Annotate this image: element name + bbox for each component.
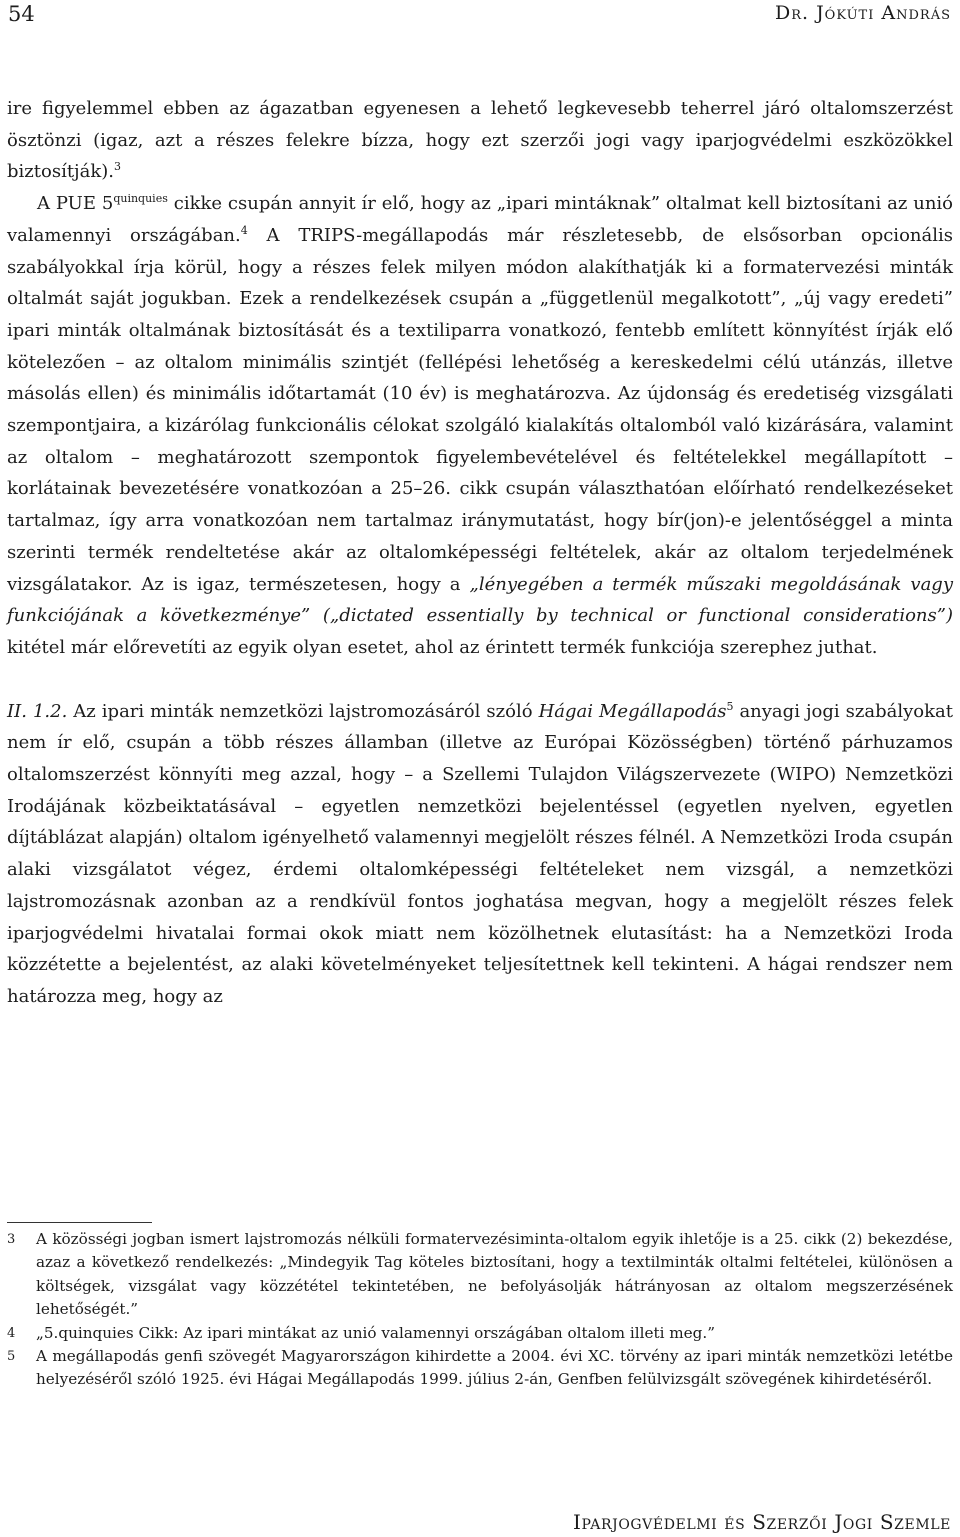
- running-foot-journal: Iparjogvédelmi és Szerzői Jogi Szemle: [573, 1510, 951, 1534]
- page-number: 54: [8, 2, 35, 26]
- paragraph-text: anyagi jogi szabályokat nem ír elő, csupán a több részes államban (illetve az Európai Közösségben) történő párhuzamos oltalomszerzést könnyíti meg azzal, hogy – a Szellemi Tulajdon Világszervezete (WIPO) Nemzetközi Irodájának közbeiktatásával – egyetlen nemzetközi bejelentéssel (egyetlen nyelven, egyetlen díjtáblázat alapján) oltalom igényelhető valamennyi megjelölt részes félnél. A Nemzetközi Iroda csupán alaki vizsgálatot végez, érdemi oltalomképességi feltételeket nem vizsgál, a nemzetközi lajstromozásnak azonban az a rendkívül fontos joghatása megvan, hogy a megjelölt részes felek iparjogvédelmi hivatalai formai okok miatt nem közölhetnek elutasítást: ha a Nemzetközi Iroda közzétette a bejelentést, az alaki követelményeket teljesítettnek kell tekinteni. A hágai rendszer nem határozza meg, hogy az: [7, 700, 953, 1007]
- paragraph-text: kitétel már előrevetíti az egyik olyan esetet, ahol az érintett termék funkciója szerephez juthat.: [7, 636, 878, 658]
- footnote-text: „5.quinquies Cikk: Az ipari mintákat az unió valamennyi országában oltalom illeti meg.”: [36, 1323, 715, 1342]
- footnote-separator: [7, 1222, 152, 1223]
- footnote-number: 3: [7, 1232, 16, 1247]
- section-label: II. 1.2.: [7, 700, 68, 722]
- paragraph-pue: [7, 188, 953, 664]
- footnotes: [7, 1228, 953, 1392]
- footnote-number: 4: [7, 1325, 16, 1341]
- footnote-text: A közösségi jogban ismert lajstromozás nélküli formatervezésiminta-oltalom egyik ihletője is a 25. cikk (2) bekezdése, azaz a következő rendelkezés: „Mindegyik Tag köteles biztosítani, hogy a textilminták oltalmi feltételei, különösen a költségek, vizsgálat vagy közzététel tekintetében, ne befolyásolják hátrányosan az oltalom megszerzésének lehetőségét.”: [36, 1230, 953, 1319]
- footnote-ref-3: 3: [114, 160, 122, 174]
- footnote-3: [7, 1228, 953, 1322]
- italic-quote: „lényegében a termék műszaki megoldásának vagy funkciójának a következménye” („dictated essentially by technical or functional considerations”): [7, 573, 954, 627]
- main-text: [7, 93, 953, 1013]
- footnote-4: [7, 1322, 953, 1345]
- superscript-quinquies: quinquies: [113, 191, 168, 205]
- paragraph-text: A PUE 5: [37, 193, 114, 215]
- footnote-text: A megállapodás genfi szövegét Magyarországon kihirdette a 2004. évi XC. törvény az ipari minták nemzetközi letétbe helyezéséről szóló 1925. évi Hágai Megállapodás 1999. július 2-án, Genfben felülvizsgált szövegének kihirdetéséről.: [36, 1347, 953, 1389]
- paragraph-text: A TRIPS-megállapodás már részletesebb, de elsősorban opcionális szabályokkal írja körül, hogy a részes felek milyen módon alakíthatják ki a formatervezési minták oltalmát saját jogukban. Ezek a rendelkezések csupán a „függetlenül megalkotott”, „új vagy eredeti” ipari minták oltalmának biztosítását és a textiliparra vonatkozó, fentebb említett könnyítést írják elő kötelezően – az oltalom minimális szintjét (fellépési lehetőség a kereskedelmi célú utánzás, illetve másolás ellen) és minimális időtartamát (10 év) is meghatározva. Az újdonság és eredetiség vizsgálati szempontjaira, a kizárólag funkcionális célokat szolgáló kialakítás oltalomból való kizárására, valamint az oltalom – meghatározott szempontok figyelembevételével és feltételekkel megállapított – korlátainak bevezetésére vonatkozóan a 25–26. cikk csupán választhatóan előírható rendelkezéseket tartalmaz, így arra vonatkozóan nem tartalmaz iránymutatást, hogy bír(jon)-e jelentőséggel a minta szerinti termék rendeltetése akár az oltalomképességi feltételek, akár az oltalom terjedelmének vizsgálatakor. Az is igaz, természetesen, hogy a: [7, 224, 953, 595]
- footnote-5: [7, 1345, 953, 1392]
- paragraph-text: ire figyelemmel ebben az ágazatban egyenesen a lehető legkevesebb teherrel járó oltalomszerzést ösztönzi (igaz, azt a részes felekre bízza, hogy ezt szerzői jogi vagy iparjogvédelmi eszközökkel biztosítják).: [7, 98, 953, 183]
- paragraph-continued: [7, 93, 953, 188]
- paragraph-text: Az ipari minták nemzetközi lajstromozásáról szóló: [67, 700, 539, 722]
- footnote-number: 5: [7, 1349, 16, 1365]
- running-head-author: Dr. Jókúti András: [774, 2, 951, 24]
- footnote-ref-4: 4: [240, 223, 248, 237]
- italic-title: Hágai Megállapodás: [538, 700, 727, 722]
- footnote-ref-5: 5: [726, 699, 734, 713]
- paragraph-hague: [7, 696, 953, 1013]
- paragraph-text: cikke csupán annyit ír elő, hogy az „ipari mintáknak” oltalmat kell biztosítani az unió valamennyi országában.: [7, 193, 954, 246]
